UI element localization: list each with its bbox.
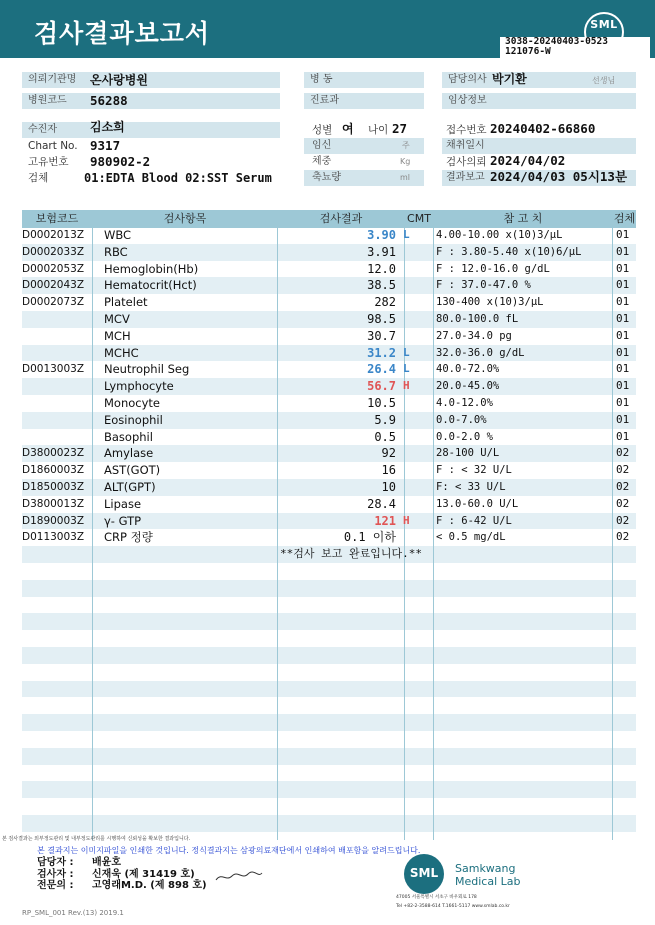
examiner-label: 검사자 : [37, 869, 74, 880]
cell-result: 5.9 [374, 412, 396, 427]
cell-flag: L [403, 345, 410, 359]
cell-result: 0.5 [374, 429, 396, 444]
cell-name: γ- GTP [104, 513, 142, 528]
cell-result: 12.0 [367, 261, 396, 276]
cell-spec: 02 [616, 480, 630, 493]
company-name-1: Samkwang [455, 862, 516, 875]
cell-spec: 01 [616, 244, 630, 258]
table-row [22, 294, 636, 311]
hospital-code-field [22, 93, 280, 109]
table-row [22, 479, 636, 496]
cell-name: MCHC [104, 345, 139, 360]
cell-result: 3.90 [367, 228, 396, 242]
report-label: 결과보고 [446, 172, 485, 183]
cell-name: WBC [104, 228, 132, 242]
doctor-value: 박기환 [492, 72, 527, 86]
cell-code: D1890003Z [22, 514, 85, 527]
cell-ref: 32.0-36.0 g/dL [436, 346, 525, 359]
cell-ref: 40.0-72.0% [436, 363, 500, 376]
cell-ref: 4.00-10.00 x(10)3/μL [436, 229, 563, 241]
table-row [22, 227, 636, 244]
cell-spec: 02 [616, 463, 630, 477]
company-addr: 47005 서울특별시 서초구 바우뫼로 178 [396, 895, 477, 900]
specialist-value: 고영래M.D. (제 898 호) [92, 880, 207, 891]
cell-ref: 20.0-45.0% [436, 380, 500, 393]
patient-value: 김소희 [90, 120, 125, 134]
cell-ref: F : < 32 U/L [436, 464, 512, 477]
table-band [22, 781, 636, 798]
cell-result: 31.2 [367, 345, 396, 360]
cell-spec: 01 [616, 278, 630, 292]
cell-name: AST(GOT) [104, 463, 161, 478]
report-id-line1: 3038-20240403-0523 [505, 36, 608, 47]
cell-flag: L [403, 362, 410, 376]
cell-ref: F : 3.80-5.40 x(10)6/μL [436, 245, 582, 258]
cell-name: MCH [104, 328, 131, 343]
cell-ref: 0.0-7.0% [436, 413, 487, 426]
receipt-label: 접수번호 [446, 124, 487, 136]
table-row [22, 429, 636, 446]
hospital-code-label: 병원코드 [28, 95, 67, 106]
cell-name: MCV [104, 312, 130, 326]
collect-field [442, 138, 636, 154]
form-code: RP_SML_001 Rev.(13) 2019.1 [22, 909, 124, 917]
cell-name: Basophil [104, 429, 153, 444]
table-row [22, 244, 636, 261]
cell-result: 28.4 [367, 496, 396, 511]
cell-spec: 02 [616, 530, 630, 544]
table-band [22, 580, 636, 597]
cell-name: Platelet [104, 295, 148, 310]
urine-label: 축뇨량 [312, 172, 341, 183]
company-logo-text: SML [409, 866, 439, 880]
company-tel: Tel +82-2-3588-614 T.1661-5117 www.smlab.co.kr [396, 904, 510, 909]
cell-ref: 28-100 U/L [436, 447, 500, 460]
hospital-value: 온사랑병원 [90, 73, 148, 87]
id-label: 고유번호 [28, 156, 69, 168]
chart-label: Chart No. [28, 140, 78, 152]
report-id-line2: 121076-W [505, 46, 551, 57]
cell-flag: H [403, 513, 410, 527]
cell-name: ALT(GPT) [104, 480, 156, 494]
pregnancy-label: 임신 [312, 140, 332, 151]
cell-ref: F : 6-42 U/L [436, 514, 512, 527]
table-band [22, 613, 636, 630]
table-row [22, 412, 636, 429]
logo-text: SML [590, 18, 618, 31]
company-name-2: Medical Lab [455, 875, 521, 888]
cell-spec: 02 [616, 446, 630, 460]
cell-spec: 01 [616, 396, 630, 409]
age-label: 나이 [368, 124, 389, 136]
cell-code: D0002013Z [22, 229, 85, 241]
table-row [22, 395, 636, 412]
cell-spec: 01 [616, 362, 630, 376]
table-row [22, 496, 636, 513]
col-header-item: 검사항목 [93, 210, 277, 228]
cell-result: 10 [381, 480, 396, 494]
clinical-field [442, 93, 636, 109]
cell-code: D0002053Z [22, 262, 85, 275]
table-row [22, 361, 636, 378]
table-row [22, 529, 636, 546]
table-band [22, 815, 636, 832]
report-id [500, 37, 650, 59]
cell-ref: 80.0-100.0 fL [436, 313, 519, 325]
table-row [22, 261, 636, 278]
cell-result: 0.1 이하 [343, 530, 396, 545]
collect-label: 채취일시 [446, 140, 485, 151]
table-band [22, 748, 636, 765]
cell-code: D3800023Z [22, 447, 85, 460]
cell-code: D0013003Z [22, 363, 85, 376]
dept-field [304, 93, 424, 109]
cell-spec: 01 [616, 261, 630, 275]
cell-flag: H [403, 379, 410, 393]
cell-name: Lymphocyte [104, 379, 174, 394]
sex-value: 여 [342, 122, 354, 136]
cell-code: D0113003Z [22, 531, 85, 544]
cell-spec: 02 [616, 496, 630, 510]
urine-unit: ml [400, 173, 411, 182]
table-band [22, 681, 636, 698]
doctor-label: 담당의사 [448, 74, 487, 85]
col-header-result: 검사결과 [278, 210, 404, 228]
cell-code: D1850003Z [22, 481, 85, 493]
footer-note: 본 결과지는 이미지파일을 인쇄한 것입니다. 정식결과지는 삼광의료재단에서 인쇄하여 배포함을 알려드립니다. [37, 846, 421, 855]
table-band [22, 647, 636, 664]
cell-spec: 01 [616, 295, 630, 309]
end-note: **검사 보고 완료입니다.** [280, 547, 422, 560]
cell-result: 38.5 [367, 278, 396, 293]
cell-code: D3800013Z [22, 497, 85, 510]
dept-label: 진료과 [310, 95, 339, 106]
cell-code: D0002073Z [22, 296, 85, 309]
cell-spec: 02 [616, 513, 630, 527]
table-row [22, 445, 636, 462]
cell-code: D1860003Z [22, 464, 85, 477]
tech-value: 배윤호 [92, 857, 121, 868]
weight-label: 체중 [312, 156, 332, 167]
patient-label: 수진자 [28, 124, 57, 135]
cell-spec: 01 [616, 312, 630, 325]
table-row [22, 345, 636, 362]
ward-label: 병 동 [310, 74, 333, 85]
cell-name: Neutrophil Seg [104, 362, 190, 377]
hospital-code-value: 56288 [90, 93, 128, 108]
cell-result: 98.5 [367, 312, 396, 326]
id-value: 980902-2 [90, 154, 151, 169]
request-label: 검사의뢰 [446, 156, 487, 168]
cell-spec: 01 [616, 429, 630, 443]
cell-ref: 130-400 x(10)3/μL [436, 296, 544, 309]
table-row [22, 513, 636, 530]
table-row [22, 311, 636, 328]
cell-ref: F : 12.0-16.0 g/dL [436, 262, 550, 275]
cell-name: Amylase [104, 446, 154, 461]
hospital-label: 의뢰기관명 [28, 74, 77, 85]
cell-name: Monocyte [104, 396, 160, 410]
cell-name: RBC [104, 244, 128, 259]
cell-name: Eosinophil [104, 412, 163, 427]
cell-result: 56.7 [367, 379, 396, 394]
specimen-value: 01:EDTA Blood 02:SST Serum [84, 171, 272, 185]
examiner-value: 신재욱 (제 31419 호) [92, 869, 195, 880]
cell-ref: F : 37.0-47.0 % [436, 279, 531, 292]
receipt-value: 20240402-66860 [490, 121, 596, 136]
sex-label: 성별 [312, 124, 333, 136]
cell-result: 16 [381, 463, 396, 478]
weight-unit: Kg [400, 157, 411, 166]
doctor-suffix: 선생님 [592, 76, 616, 85]
cell-result: 3.91 [367, 244, 396, 259]
cell-result: 121 [374, 513, 396, 528]
table-row [22, 328, 636, 345]
age-value: 27 [392, 121, 408, 136]
cell-result: 10.5 [367, 396, 396, 410]
cell-result: 92 [381, 446, 396, 461]
cell-spec: 01 [616, 328, 630, 342]
table-row [22, 462, 636, 479]
col-header-cmt: CMT [405, 210, 433, 228]
cell-ref: < 0.5 mg/dL [436, 531, 506, 544]
cell-result: 282 [374, 295, 396, 310]
col-header-code: 보험코드 [22, 210, 92, 228]
cell-spec: 01 [616, 345, 630, 359]
cell-name: Hemoglobin(Hb) [104, 261, 199, 276]
specimen-label: 검체 [28, 172, 49, 184]
table-row [22, 378, 636, 395]
cell-name: Lipase [104, 496, 142, 511]
col-header-ref: 참 고 치 [434, 210, 612, 228]
report-value: 2024/04/03 05시13분 [490, 169, 628, 184]
cell-ref: 4.0-12.0% [436, 397, 493, 409]
cell-spec: 01 [616, 379, 630, 393]
ward-field [304, 72, 424, 88]
signature-icon [214, 868, 264, 886]
footer-tiny-note: 본 검사결과는 외부정도관리 및 내부정도관리를 시행하여 신뢰성을 확보한 결과입니다. [2, 836, 191, 842]
tech-label: 담당자 : [37, 857, 74, 868]
cell-result: 30.7 [367, 328, 396, 343]
cell-name: Hematocrit(Hct) [104, 278, 197, 293]
pregnancy-unit: 주 [402, 141, 410, 150]
table-row [22, 277, 636, 294]
cell-ref: 13.0-60.0 U/L [436, 497, 519, 510]
specialist-label: 전문의 : [37, 880, 74, 891]
cell-ref: F: < 33 U/L [436, 481, 506, 493]
clinical-label: 임상정보 [448, 95, 487, 106]
cell-ref: 27.0-34.0 pg [436, 329, 512, 342]
col-header-spec: 검체 [613, 210, 636, 228]
cell-name: CRP 정량 [104, 530, 153, 545]
chart-value: 9317 [90, 138, 121, 153]
cell-result: 26.4 [367, 362, 396, 377]
page-title: 검사결과보고서 [34, 19, 211, 48]
cell-flag: L [403, 228, 410, 241]
cell-spec: 01 [616, 412, 630, 426]
table-band [22, 714, 636, 731]
cell-ref: 0.0-2.0 % [436, 430, 493, 443]
hospital-field [22, 72, 280, 88]
cell-code: D0002033Z [22, 245, 85, 258]
patient-field [22, 122, 280, 138]
cell-code: D0002043Z [22, 279, 85, 292]
request-value: 2024/04/02 [490, 153, 566, 168]
cell-spec: 01 [616, 228, 630, 241]
